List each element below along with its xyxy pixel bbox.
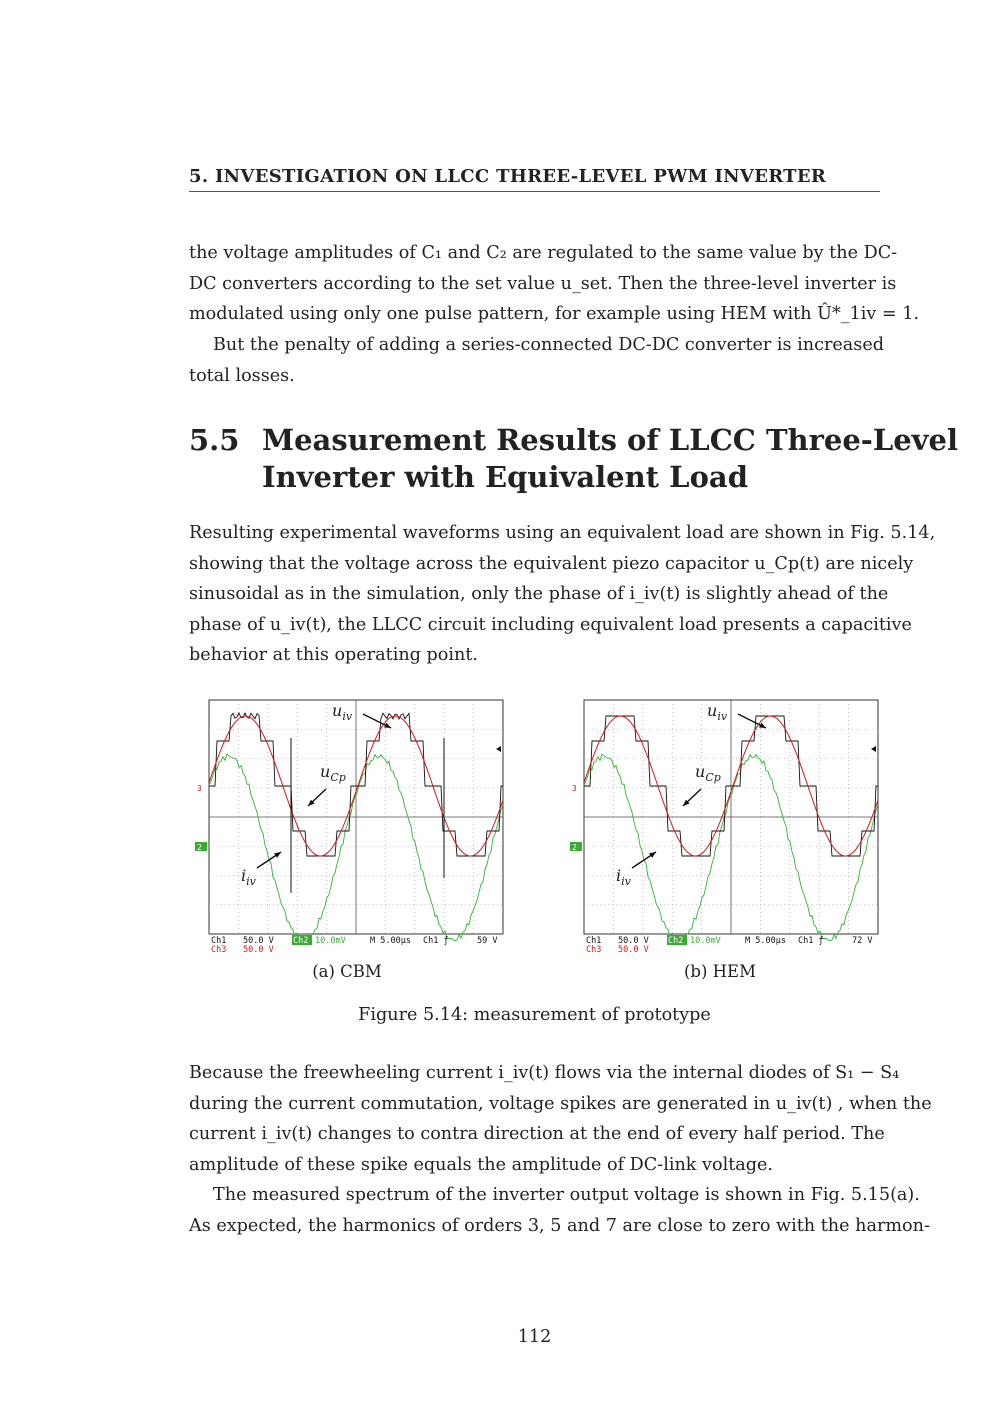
label-i-iv: $i_{iv}$ bbox=[241, 866, 256, 888]
section-title-line-1: Measurement Results of LLCC Three-Level bbox=[262, 423, 958, 457]
p3-line-5: behavior at this operating point. bbox=[189, 645, 478, 665]
status-ch3-value: 50.0 V bbox=[618, 945, 649, 955]
scope-hem-svg bbox=[570, 698, 882, 956]
p5-line-2: As expected, the harmonics of orders 3, 5 and 7 are close to zero with the harmon- bbox=[189, 1215, 930, 1236]
label-u-cp: $u_{Cp}$ bbox=[320, 762, 346, 784]
status-ch1-value: 50.0 V bbox=[243, 936, 274, 946]
status-trigger-level: 72 V bbox=[852, 936, 873, 946]
p5-line-1: The measured spectrum of the inverter output voltage is shown in Fig. 5.15(a). bbox=[213, 1185, 920, 1205]
paragraph-1 bbox=[189, 238, 920, 330]
status-ch1: Ch1 bbox=[211, 936, 227, 946]
status-ch3-value: 50.0 V bbox=[243, 945, 274, 955]
status-trigger: Ch1 ƒ bbox=[423, 936, 449, 946]
label-u-cp: $u_{Cp}$ bbox=[695, 762, 721, 784]
status-ch2: Ch2 bbox=[668, 936, 684, 946]
paragraph-2 bbox=[189, 330, 885, 391]
p1-line-3: modulated using only one pulse pattern, for example using HEM with Û*_1iv = 1. bbox=[189, 304, 920, 324]
paragraph-4 bbox=[189, 1058, 932, 1180]
scope-screenshot-cbm bbox=[195, 698, 507, 956]
label-u-iv: $u_{iv}$ bbox=[707, 701, 728, 723]
label-u-iv: $u_{iv}$ bbox=[332, 701, 353, 723]
p2-line-2: total losses. bbox=[189, 365, 295, 386]
subfigure-caption-b: (b) HEM bbox=[683, 962, 756, 981]
status-timebase: M 5.00µs bbox=[745, 936, 786, 946]
marker-ch2: 2 bbox=[197, 843, 202, 852]
status-ch3: Ch3 bbox=[586, 945, 602, 955]
p1-line-1: the voltage amplitudes of C₁ and C₂ are regulated to the same value by the DC- bbox=[189, 243, 898, 263]
p4-line-4: amplitude of these spike equals the amplitude of DC-link voltage. bbox=[189, 1154, 774, 1175]
scope-cbm-svg bbox=[195, 698, 507, 956]
status-timebase: M 5.00µs bbox=[370, 936, 411, 946]
p3-line-2: showing that the voltage across the equivalent piezo capacitor u_Cp(t) are nicely bbox=[189, 553, 914, 574]
p3-line-1: Resulting experimental waveforms using an equivalent load are shown in Fig. 5.14, bbox=[189, 523, 936, 543]
label-i-iv: $i_{iv}$ bbox=[616, 866, 631, 888]
status-trigger-level: 59 V bbox=[477, 936, 498, 946]
p3-line-4: phase of u_iv(t), the LLCC circuit including equivalent load presents a capacitive bbox=[189, 614, 912, 635]
status-ch2-value: 10.0mV bbox=[315, 936, 346, 946]
paragraph-5 bbox=[189, 1180, 930, 1241]
status-ch2: Ch2 bbox=[293, 936, 309, 946]
p1-line-2: DC converters according to the set value u_set. Then the three-level inverter is bbox=[189, 273, 897, 294]
status-trigger: Ch1 ƒ bbox=[798, 936, 824, 946]
page-number: 112 bbox=[517, 1327, 552, 1347]
status-ch2-value: 10.0mV bbox=[690, 936, 721, 946]
status-ch1: Ch1 bbox=[586, 936, 602, 946]
status-ch1-value: 50.0 V bbox=[618, 936, 649, 946]
running-head: 5. INVESTIGATION ON LLCC THREE-LEVEL PWM INVERTER bbox=[189, 166, 880, 192]
p3-line-3: sinusoidal as in the simulation, only the phase of i_iv(t) is slightly ahead of the bbox=[189, 584, 889, 604]
p4-line-3: current i_iv(t) changes to contra direction at the end of every half period. The bbox=[189, 1124, 885, 1144]
section-number: 5.5 bbox=[189, 423, 240, 457]
marker-ch3: 3 bbox=[572, 784, 577, 793]
scope-screenshot-hem bbox=[570, 698, 882, 956]
section-title-line-2: Inverter with Equivalent Load bbox=[262, 460, 748, 494]
p4-line-1: Because the freewheeling current i_iv(t) flows via the internal diodes of S₁ − S₄ bbox=[189, 1063, 900, 1083]
marker-ch3: 3 bbox=[197, 784, 202, 793]
figure-caption: Figure 5.14: measurement of prototype bbox=[358, 1005, 711, 1025]
p4-line-2: during the current commutation, voltage spikes are generated in u_iv(t) , when the bbox=[189, 1093, 932, 1114]
subfigure-caption-a: (a) CBM bbox=[312, 962, 382, 981]
paragraph-3 bbox=[189, 518, 936, 671]
status-ch3: Ch3 bbox=[211, 945, 227, 955]
marker-ch2: 2 bbox=[572, 843, 577, 852]
p2-line-1: But the penalty of adding a series-connected DC-DC converter is increased bbox=[213, 335, 885, 355]
